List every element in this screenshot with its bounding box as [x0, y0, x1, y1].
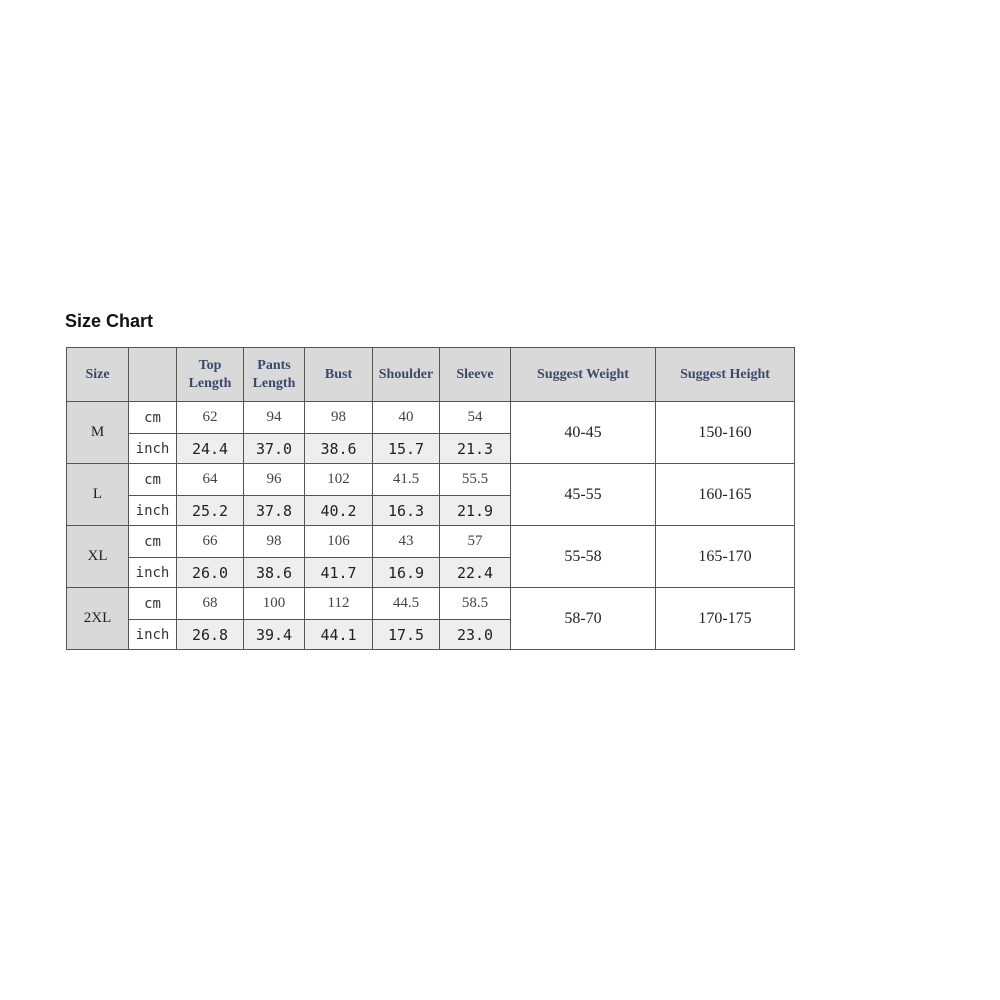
table-cell: 100: [244, 588, 305, 620]
table-cell: 22.4: [440, 558, 511, 588]
table-cell: 43: [373, 526, 440, 558]
suggest-weight-cell: 40-45: [511, 402, 656, 464]
table-row: [67, 588, 795, 620]
table-row: [67, 526, 795, 558]
table-cell: 96: [244, 464, 305, 496]
header-shoulder: Shoulder: [373, 348, 440, 402]
table-cell: 40.2: [305, 496, 373, 526]
table-row: [67, 464, 795, 496]
table-cell: 66: [177, 526, 244, 558]
suggest-height-cell: 160-165: [656, 464, 795, 526]
table-cell: 41.5: [373, 464, 440, 496]
header-pants-length: Pants Length: [244, 348, 305, 402]
table-cell: 62: [177, 402, 244, 434]
table-cell: 58.5: [440, 588, 511, 620]
size-label: 2XL: [67, 588, 129, 650]
unit-label: cm: [129, 588, 177, 620]
unit-label: cm: [129, 526, 177, 558]
suggest-height-cell: 170-175: [656, 588, 795, 650]
table-cell: 68: [177, 588, 244, 620]
unit-label: cm: [129, 464, 177, 496]
unit-label: inch: [129, 434, 177, 464]
header-size: Size: [67, 348, 129, 402]
table-cell: 17.5: [373, 620, 440, 650]
table-cell: 25.2: [177, 496, 244, 526]
table-cell: 16.9: [373, 558, 440, 588]
table-cell: 24.4: [177, 434, 244, 464]
page-title: Size Chart: [65, 311, 154, 331]
table-cell: 39.4: [244, 620, 305, 650]
suggest-height-cell: 165-170: [656, 526, 795, 588]
suggest-weight-cell: 55-58: [511, 526, 656, 588]
table-cell: 37.0: [244, 434, 305, 464]
suggest-weight-cell: 58-70: [511, 588, 656, 650]
table-cell: 41.7: [305, 558, 373, 588]
table-cell: 21.3: [440, 434, 511, 464]
table-cell: 21.9: [440, 496, 511, 526]
table-cell: 38.6: [305, 434, 373, 464]
table-cell: 54: [440, 402, 511, 434]
size-label: M: [67, 402, 129, 464]
table-cell: 40: [373, 402, 440, 434]
header-suggest-weight: Suggest Weight: [511, 348, 656, 402]
header-row: [67, 348, 795, 402]
size-label: XL: [67, 526, 129, 588]
table-cell: 106: [305, 526, 373, 558]
table-cell: 23.0: [440, 620, 511, 650]
table-cell: 37.8: [244, 496, 305, 526]
table-cell: 44.1: [305, 620, 373, 650]
table-cell: 38.6: [244, 558, 305, 588]
table-row: [67, 402, 795, 434]
unit-label: inch: [129, 496, 177, 526]
header-suggest-height: Suggest Height: [656, 348, 795, 402]
suggest-height-cell: 150-160: [656, 402, 795, 464]
table-cell: 55.5: [440, 464, 511, 496]
size-label: L: [67, 464, 129, 526]
table-cell: 26.0: [177, 558, 244, 588]
header-bust: Bust: [305, 348, 373, 402]
unit-label: inch: [129, 558, 177, 588]
table-cell: 98: [305, 402, 373, 434]
header-sleeve: Sleeve: [440, 348, 511, 402]
table-cell: 64: [177, 464, 244, 496]
table-cell: 57: [440, 526, 511, 558]
table-cell: 26.8: [177, 620, 244, 650]
table-cell: 102: [305, 464, 373, 496]
header-unit: [129, 348, 177, 402]
unit-label: inch: [129, 620, 177, 650]
suggest-weight-cell: 45-55: [511, 464, 656, 526]
unit-label: cm: [129, 402, 177, 434]
table-cell: 15.7: [373, 434, 440, 464]
header-top-length: Top Length: [177, 348, 244, 402]
table-cell: 94: [244, 402, 305, 434]
size-chart-table: [66, 347, 795, 650]
table-cell: 98: [244, 526, 305, 558]
table-cell: 16.3: [373, 496, 440, 526]
table-cell: 44.5: [373, 588, 440, 620]
table-cell: 112: [305, 588, 373, 620]
